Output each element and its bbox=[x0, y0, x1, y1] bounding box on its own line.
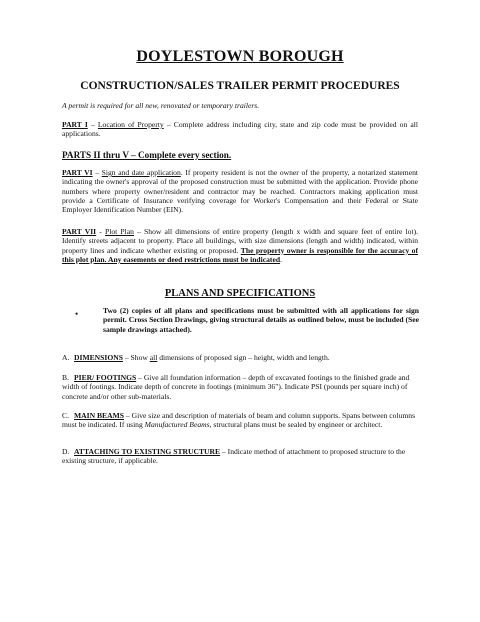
item-heading: ATTACHING TO EXISTING STRUCTURE bbox=[74, 447, 221, 456]
item-dimensions bbox=[62, 353, 418, 362]
item-heading: DIMENSIONS bbox=[74, 353, 123, 362]
item-text: – Indicate method of attachment to proposed structure to the existing structure, if applicable. bbox=[62, 447, 406, 466]
bullet-icon: • bbox=[75, 309, 79, 319]
item-text: – Give size and description of materials of beam and column supports. Spans between columns must be indicated. If using bbox=[62, 411, 416, 430]
plans-section-title: PLANS AND SPECIFICATIONS bbox=[164, 288, 316, 299]
parts-2-5-heading: PARTS II thru V – Complete every section. bbox=[62, 150, 232, 160]
part-7-paragraph bbox=[62, 227, 418, 264]
item-text: dimensions of proposed sign – height, width and length. bbox=[157, 353, 330, 362]
part-7-heading: Plot Plan bbox=[105, 227, 134, 236]
part-6-dash: – bbox=[92, 168, 102, 177]
part-1-dash: – bbox=[87, 120, 98, 129]
part-1-label: PART I bbox=[62, 120, 88, 129]
part-1-text: – Complete address including city, state and zip code must be provided on all applications. bbox=[62, 120, 419, 139]
item-underlined-word: all bbox=[149, 353, 158, 362]
item-letter: A. bbox=[62, 353, 70, 362]
item-main-beams bbox=[62, 411, 418, 430]
part-1-heading: Location of Property bbox=[97, 120, 164, 129]
part-6-label: PART VI bbox=[62, 168, 93, 177]
part-6-text: . If property resident is not the owner of the property, a notarized statement indicating the owner's approval of the proposed construction must be submitted with the application. Provide phone numbers where property owner/resident and contractor may be reached. Contractors making application must provide a Certificate of Insurance verifying coverage for Worker's Compensation and their Federal or State Employer Identification Number (EIN). bbox=[62, 168, 418, 215]
part-7-dash: - bbox=[96, 227, 106, 236]
item-italic-text: Manufactured Beams bbox=[144, 420, 210, 430]
part-6-heading: Sign and date application bbox=[101, 168, 181, 177]
item-text: – Give all foundation information – depth of excavated footings to the finished grade and width of footings. Indicate depth of concrete in footings (minimum 36"). Indicate PSI (pounds per square inch) of concrete and/or other sub-materials. bbox=[62, 373, 410, 401]
part-7-bold-text: The property owner is responsible for the accuracy of this plot plan. Any easements or deed restrictions must be indicated bbox=[62, 245, 418, 264]
part-1-paragraph bbox=[62, 120, 418, 139]
document-subtitle: CONSTRUCTION/SALES TRAILER PERMIT PROCEDURES bbox=[80, 80, 400, 92]
part-6-paragraph bbox=[62, 168, 418, 214]
bullet-text: Two (2) copies of all plans and specifications must be submitted with all applications for sign permit. Cross Section Drawings, giving structural details as outlined below, must be included (See sample drawings attached). bbox=[103, 306, 419, 334]
item-letter: B. bbox=[62, 373, 69, 382]
item-heading: MAIN BEAMS bbox=[74, 411, 124, 420]
intro-text: A permit is required for all new, renovated or temporary trailers. bbox=[62, 101, 260, 110]
item-letter: D. bbox=[62, 447, 70, 456]
part-7-text: – Show all dimensions of entire property (length x width and square feet of entire lot). Identify streets adjacent to property. Place all buildings, with size dimensions (length and width) indicated, within property lines and indicate whether existing or proposed. bbox=[62, 227, 419, 255]
item-pier-footings bbox=[62, 373, 418, 401]
item-heading: PIER/ FOOTINGS bbox=[74, 373, 137, 382]
item-letter: C. bbox=[62, 411, 69, 420]
document-title: DOYLESTOWN BOROUGH bbox=[136, 48, 344, 65]
item-text: , structural plans must be sealed by engineer or architect. bbox=[209, 420, 383, 430]
part-7-end: . bbox=[280, 254, 282, 264]
part-7-label: PART VII bbox=[62, 227, 97, 236]
item-attaching bbox=[62, 447, 418, 466]
item-text: – Show bbox=[122, 353, 150, 362]
